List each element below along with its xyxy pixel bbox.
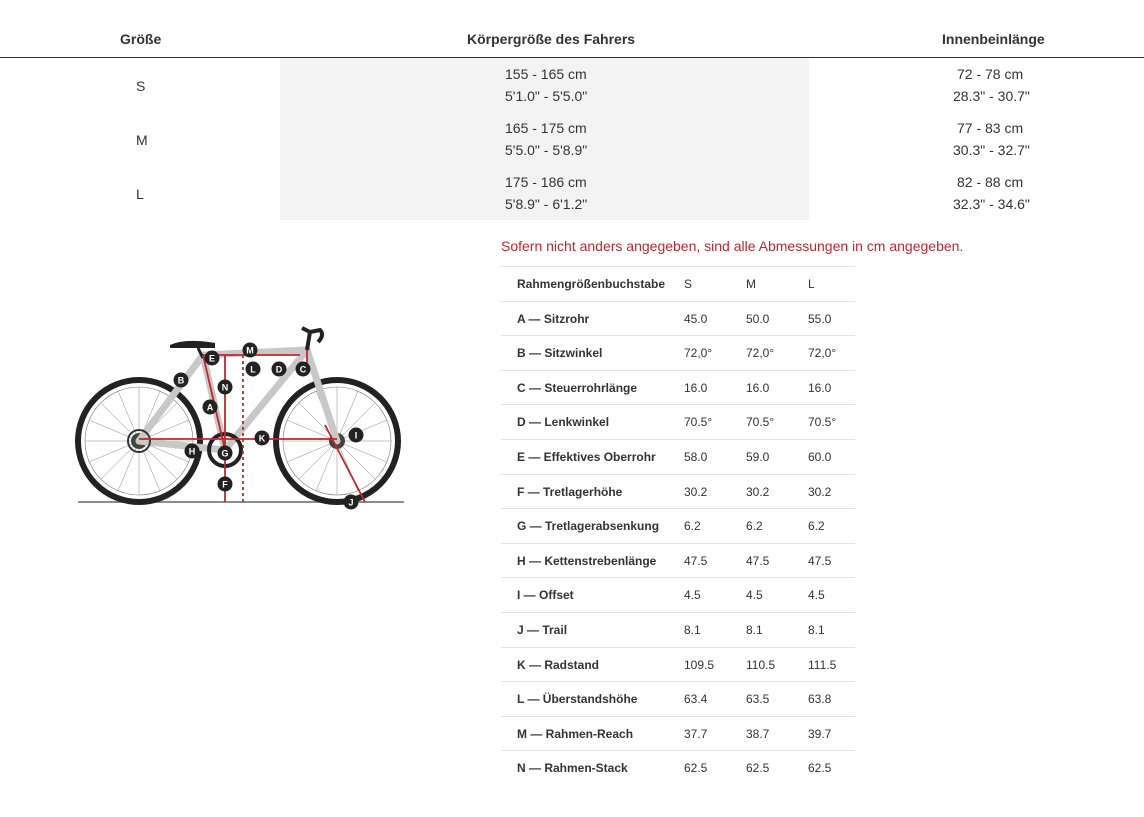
row-label: D — Lenkwinkel: [517, 415, 610, 430]
value-m: 16.0: [746, 380, 770, 395]
value-m: 110.5: [746, 657, 776, 672]
bike-geometry-diagram: [70, 310, 420, 520]
value-l: 63.8: [808, 692, 832, 707]
svg-text:M: M: [246, 345, 254, 356]
geometry-table: [501, 266, 855, 785]
marker-e: [205, 351, 220, 366]
row-label: J — Trail: [517, 622, 568, 637]
value-m: 63.5: [746, 692, 770, 707]
marker-b: [174, 373, 189, 388]
header-inseam: Innenbeinlänge: [942, 31, 1045, 47]
geometry-header-row: [501, 266, 855, 301]
svg-text:B: B: [177, 375, 185, 386]
header-size: Größe: [120, 31, 162, 47]
table-row: [501, 577, 855, 612]
svg-text:H: H: [188, 446, 196, 457]
value-s: 109.5: [684, 657, 715, 672]
marker-c: [296, 362, 311, 377]
size-row-m: [0, 112, 1144, 166]
svg-text:G: G: [221, 448, 229, 459]
marker-n: [218, 380, 233, 395]
svg-text:I: I: [354, 430, 358, 441]
value-m: 47.5: [746, 553, 770, 568]
value-s: 37.7: [684, 726, 708, 741]
value-l: 8.1: [808, 622, 825, 637]
value-l: 16.0: [808, 380, 832, 395]
svg-text:J: J: [348, 497, 354, 508]
size-label: M: [136, 132, 148, 148]
value-s: 45.0: [684, 311, 708, 326]
table-row: [501, 716, 855, 751]
value-s: 4.5: [684, 588, 701, 603]
marker-l: [246, 362, 261, 377]
marker-g: [218, 446, 233, 461]
value-s: 8.1: [684, 622, 701, 637]
row-label: G — Tretlagerabsenkung: [517, 519, 660, 534]
row-label: E — Effektives Oberrohr: [517, 449, 656, 464]
size-row-s: [0, 58, 1144, 112]
value-s: 58.0: [684, 449, 708, 464]
height-cm: 175 - 186 cm: [505, 174, 587, 190]
table-row: [501, 508, 855, 543]
size-l-header: L: [808, 277, 815, 291]
value-s: 70.5°: [684, 415, 713, 430]
row-label: I — Offset: [517, 588, 574, 603]
units-note: Sofern nicht anders angegeben, sind alle Abmessungen in cm angegeben.: [501, 238, 964, 254]
value-s: 47.5: [684, 553, 708, 568]
table-row: [501, 474, 855, 509]
inseam-cm: 77 - 83 cm: [957, 120, 1024, 136]
row-label: B — Sitzwinkel: [517, 346, 603, 361]
table-row: [501, 681, 855, 716]
row-label: K — Radstand: [517, 657, 600, 672]
inseam-cm: 72 - 78 cm: [957, 66, 1024, 82]
row-label: M — Rahmen-Reach: [517, 726, 634, 741]
value-l: 72,0°: [808, 346, 837, 361]
svg-text:K: K: [258, 433, 266, 444]
value-s: 72,0°: [684, 346, 713, 361]
value-l: 70.5°: [808, 415, 837, 430]
table-row: [501, 647, 855, 682]
marker-j: [344, 495, 359, 510]
value-m: 50.0: [746, 311, 770, 326]
size-table-header: [0, 0, 1144, 58]
marker-f: [218, 477, 233, 492]
row-label: N — Rahmen-Stack: [517, 761, 628, 776]
table-row: [501, 404, 855, 439]
row-label: H — Kettenstrebenlänge: [517, 553, 657, 568]
marker-m: [243, 343, 258, 358]
height-in: 5'1.0" - 5'5.0": [505, 88, 588, 104]
value-l: 4.5: [808, 588, 825, 603]
inseam-in: 28.3" - 30.7": [953, 88, 1030, 104]
value-m: 62.5: [746, 761, 770, 776]
value-m: 38.7: [746, 726, 770, 741]
size-label: L: [136, 186, 144, 202]
value-l: 47.5: [808, 553, 832, 568]
table-row: [501, 335, 855, 370]
row-label: F — Tretlagerhöhe: [517, 484, 623, 499]
svg-text:L: L: [250, 364, 256, 375]
inseam-in: 32.3" - 34.6": [953, 196, 1030, 212]
size-label: S: [136, 78, 146, 94]
marker-d: [272, 362, 287, 377]
value-s: 62.5: [684, 761, 708, 776]
height-in: 5'5.0" - 5'8.9": [505, 142, 588, 158]
value-l: 55.0: [808, 311, 832, 326]
marker-h: [185, 444, 200, 459]
value-s: 6.2: [684, 519, 701, 534]
table-row: [501, 370, 855, 405]
marker-i: [349, 428, 364, 443]
value-s: 30.2: [684, 484, 708, 499]
value-l: 30.2: [808, 484, 832, 499]
marker-a: [203, 400, 218, 415]
table-row: [501, 750, 855, 785]
value-s: 16.0: [684, 380, 708, 395]
inseam-in: 30.3" - 32.7": [953, 142, 1030, 158]
height-in: 5'8.9" - 6'1.2": [505, 196, 588, 212]
svg-text:C: C: [299, 364, 307, 375]
value-m: 8.1: [746, 622, 763, 637]
marker-k: [255, 431, 270, 446]
svg-text:E: E: [208, 353, 216, 364]
size-row-l: [0, 166, 1144, 220]
frame-letter-header: Rahmengrößenbuchstabe: [517, 277, 666, 291]
size-s-header: S: [684, 277, 693, 291]
value-m: 59.0: [746, 449, 770, 464]
value-l: 39.7: [808, 726, 832, 741]
row-label: A — Sitzrohr: [517, 311, 590, 326]
row-label: C — Steuerrohrlänge: [517, 380, 638, 395]
inseam-cm: 82 - 88 cm: [957, 174, 1024, 190]
size-m-header: M: [746, 277, 756, 291]
height-cm: 165 - 175 cm: [505, 120, 587, 136]
saddle: [170, 341, 215, 348]
table-row: [501, 439, 855, 474]
value-l: 111.5: [808, 657, 837, 672]
value-s: 63.4: [684, 692, 708, 707]
height-cm: 155 - 165 cm: [505, 66, 587, 82]
svg-text:N: N: [221, 382, 229, 393]
table-row: [501, 301, 855, 336]
row-label: L — Überstandshöhe: [517, 692, 638, 707]
value-l: 60.0: [808, 449, 832, 464]
value-l: 6.2: [808, 519, 825, 534]
value-m: 6.2: [746, 519, 763, 534]
svg-text:F: F: [222, 479, 228, 490]
value-l: 62.5: [808, 761, 832, 776]
header-rider-height: Körpergröße des Fahrers: [467, 31, 636, 47]
value-m: 4.5: [746, 588, 763, 603]
value-m: 70.5°: [746, 415, 775, 430]
svg-text:D: D: [275, 364, 283, 375]
table-row: [501, 543, 855, 578]
value-m: 72,0°: [746, 346, 775, 361]
table-row: [501, 612, 855, 647]
value-m: 30.2: [746, 484, 770, 499]
svg-text:A: A: [206, 402, 214, 413]
